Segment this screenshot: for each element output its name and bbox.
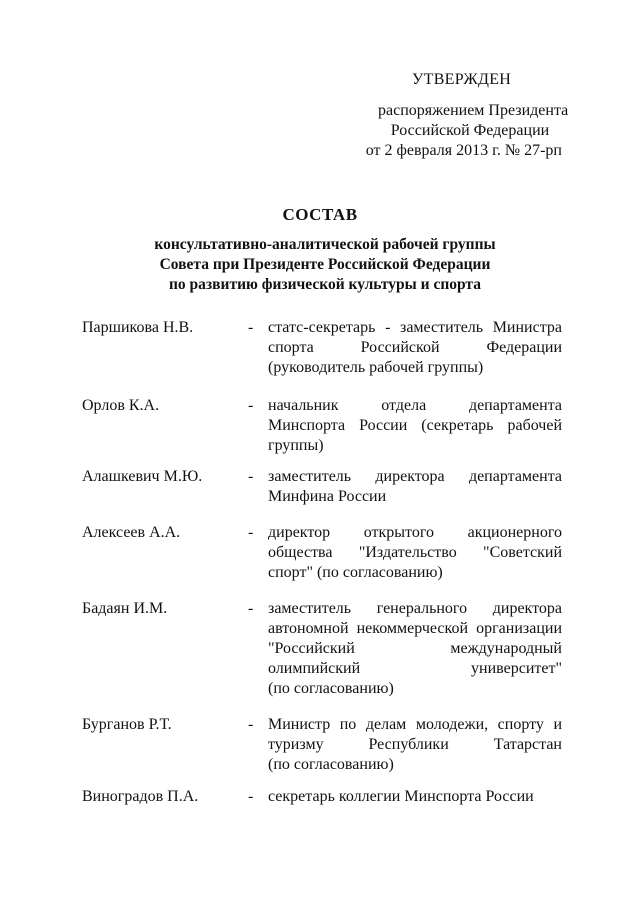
member-row (82, 523, 562, 583)
member-position (268, 318, 562, 378)
member-position-line: спорта Российской Федерации (268, 339, 562, 356)
heading-line-1: консультативно-аналитической рабочей группы (154, 236, 496, 253)
member-position-line: олимпийский университет" (268, 660, 562, 677)
member-dash: - (248, 468, 254, 485)
member-dash: - (248, 716, 254, 733)
approval-line-3: от 2 февраля 2013 г. № 27-рп (365, 142, 562, 159)
member-name: Паршикова Н.В. (82, 319, 194, 336)
member-position (268, 523, 562, 583)
member-position (268, 715, 562, 775)
member-position-line: "Российский международный (268, 640, 562, 657)
member-row (82, 787, 562, 807)
member-name: Виноградов П.А. (82, 788, 199, 805)
member-name: Бадаян И.М. (82, 600, 168, 617)
member-dash: - (248, 524, 254, 541)
document-title: СОСТАВ (282, 205, 358, 224)
member-dash: - (248, 788, 254, 805)
member-name: Алексеев А.А. (82, 524, 181, 541)
member-row (82, 715, 562, 775)
member-position-line: Министр по делам молодежи, спорту и (268, 716, 562, 733)
member-position (268, 787, 562, 807)
member-position-line: директор открытого акционерного (268, 524, 562, 541)
member-dash: - (248, 397, 254, 414)
member-position-line: секретарь коллегии Минспорта России (268, 788, 534, 805)
member-position-line: туризму Республики Татарстан (268, 736, 562, 753)
members-list (82, 318, 562, 807)
approval-line-2: Российской Федерации (390, 122, 550, 139)
member-name: Бурганов Р.Т. (82, 716, 172, 733)
member-position-line: заместитель генерального директора (268, 600, 562, 617)
member-name: Орлов К.А. (82, 397, 160, 414)
member-position-line: (по согласованию) (268, 756, 394, 773)
approval-line-1: распоряжением Президента (378, 102, 569, 119)
member-position-line: общества "Издательство "Советский (268, 544, 562, 561)
member-position-line: (по согласованию) (268, 680, 394, 697)
member-position-line: Минфина России (268, 488, 387, 505)
member-position-line: автономной некоммерческой организации (268, 620, 562, 637)
member-dash: - (248, 319, 254, 336)
member-dash: - (248, 600, 254, 617)
approved-label: УТВЕРЖДЕН (412, 71, 512, 88)
member-position-line: заместитель директора департамента (268, 468, 562, 485)
approval-stamp (342, 70, 569, 161)
member-row (82, 467, 562, 507)
member-row (82, 396, 562, 456)
member-position-line: начальник отдела департамента (268, 397, 562, 414)
member-position-line: группы) (268, 437, 324, 454)
member-position-line: Минспорта России (секретарь рабочей (268, 417, 562, 434)
member-position-line: спорт" (по согласованию) (268, 564, 443, 581)
member-row (82, 318, 562, 378)
heading-line-2: Совета при Президенте Российской Федерации (159, 256, 491, 273)
document-heading (0, 205, 640, 295)
member-position (268, 396, 562, 456)
member-name: Алашкевич М.Ю. (82, 468, 203, 485)
member-position-line: (руководитель рабочей группы) (268, 359, 484, 376)
heading-line-3: по развитию физической культуры и спорта (169, 276, 481, 293)
member-position (268, 467, 562, 507)
member-row (82, 599, 562, 699)
member-position-line: статс-секретарь - заместитель Министра (268, 319, 562, 336)
member-position (268, 599, 562, 699)
